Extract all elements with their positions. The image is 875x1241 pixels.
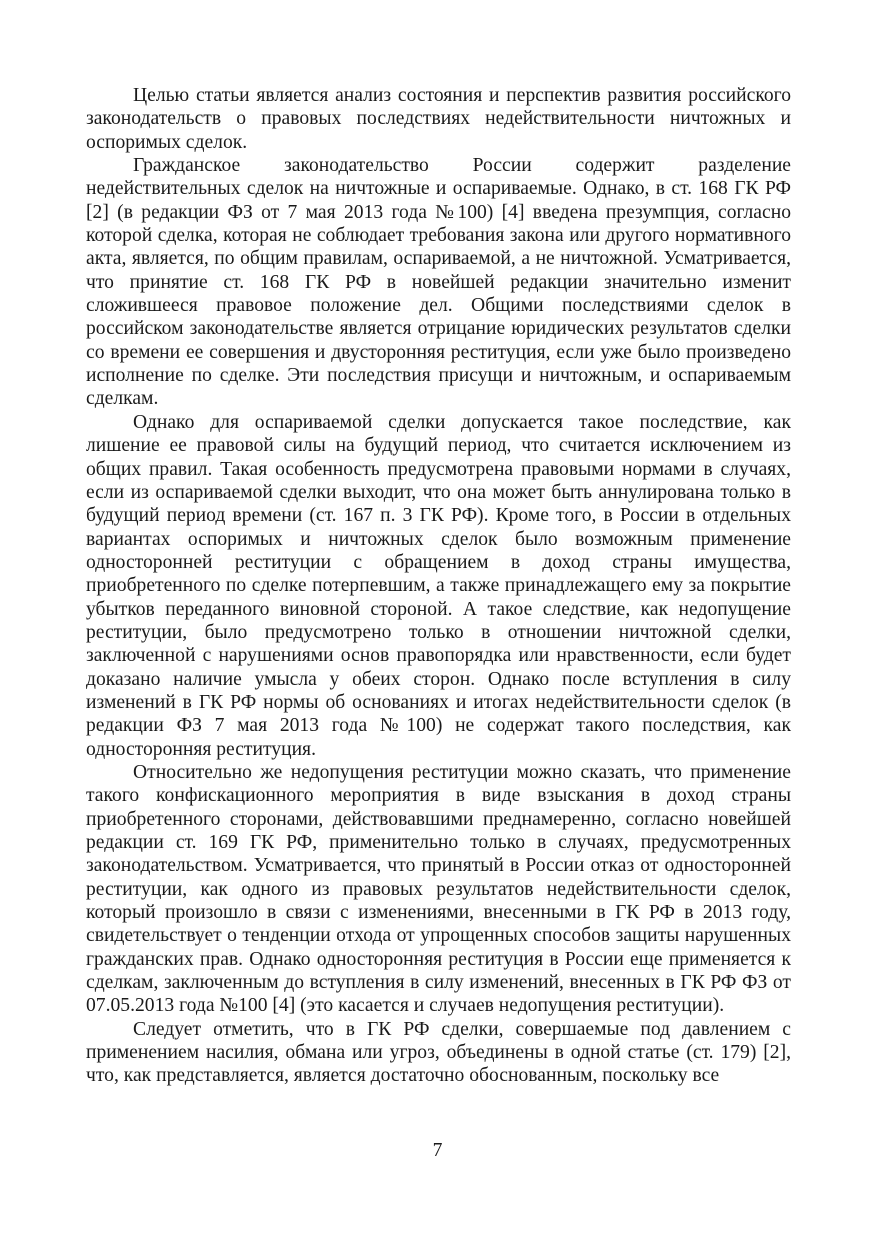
paragraph-intro: Целью статьи является анализ состояния и перспектив развития российского законодательств о правовых последствиях недействительности ничтожных и оспоримых сделок.: [86, 85, 791, 153]
paragraph-contestable-deals: Однако для оспариваемой сделки допускается такое последствие, как лишение ее правовой силы на будущий период, что считается исключением из общих правил. Такая особенность предусмотрена правовыми нормами в случаях, если из оспариваемой сделки выходит, что она может быть аннулирована только в будущий период времени (ст. 167 п. 3 ГК РФ). Кроме того, в России в отдельных вариантах оспоримых и ничтожных сделок было возможным применение односторонней реституции с обращением в доход страны имущества, приобретенного по сделке потерпевшим, а также принадлежащего ему за покрытие убытков переданного виновной стороной. А такое следствие, как недопущение реституции, было предусмотрено только в отношении ничтожной сделки, заключенной с нарушениями основ правопорядка или нравственности, если будет доказано наличие умысла у обеих сторон. Однако после вступления в силу изменений в ГК РФ нормы об основаниях и итогах недействительности сделок (в редакции ФЗ 7 мая 2013 года №100) не содержат такого последствия, как односторонняя реституция.: [86, 411, 791, 760]
page-number: 7: [432, 1140, 443, 1161]
paragraph-civil-law: Гражданское законодательство России содержит разделение недействительных сделок на ничтожные и оспариваемые. Однако, в ст. 168 ГК РФ [2] (в редакции ФЗ от 7 мая 2013 года №100) [4] введена презумпция, согласно которой сделка, которая не соблюдает требования закона или другого нормативного акта, является, по общим правилам, оспариваемой, а не ничтожной. Усматривается, что принятие ст. 168 ГК РФ в новейшей редакции значительно изменит сложившееся правовое положение дел. Общими последствиями сделок в российском законодательстве является отрицание юридических результатов сделки со времени ее совершения и двусторонняя реституция, если уже было произведено исполнение по сделке. Эти последствия присущи и ничтожным, и оспариваемым сделкам.: [86, 155, 791, 410]
paragraph-coercion: Следует отметить, что в ГК РФ сделки, совершаемые под давлением с применением насилия, обмана или угроз, объединены в одной статье (ст. 179) [2], что, как представляется, является достаточно обоснованным, поскольку все: [86, 1018, 791, 1087]
paragraph-restitution: Относительно же недопущения реституции можно сказать, что применение такого конфискационного мероприятия в виде взыскания в доход страны приобретенного сторонами, действовавшими преднамеренно, согласно новейшей редакции ст. 169 ГК РФ, применительно только в случаях, предусмотренных законодательством. Усматривается, что принятый в России отказ от односторонней реституции, как одного из правовых результатов недействительности сделок, который произошло в связи с изменениями, внесенными в ГК РФ в 2013 году, свидетельствует о тенденции отхода от упрощенных способов защиты нарушенных гражданских прав. Однако односторонняя реституция в России еще применяется к сделкам, заключенным до вступления в силу изменений, внесенных в ГК РФ ФЗ от 07.05.2013 года №100 [4] (это касается и случаев недопущения реституции).: [86, 761, 791, 1017]
document-body: [86, 84, 791, 1088]
